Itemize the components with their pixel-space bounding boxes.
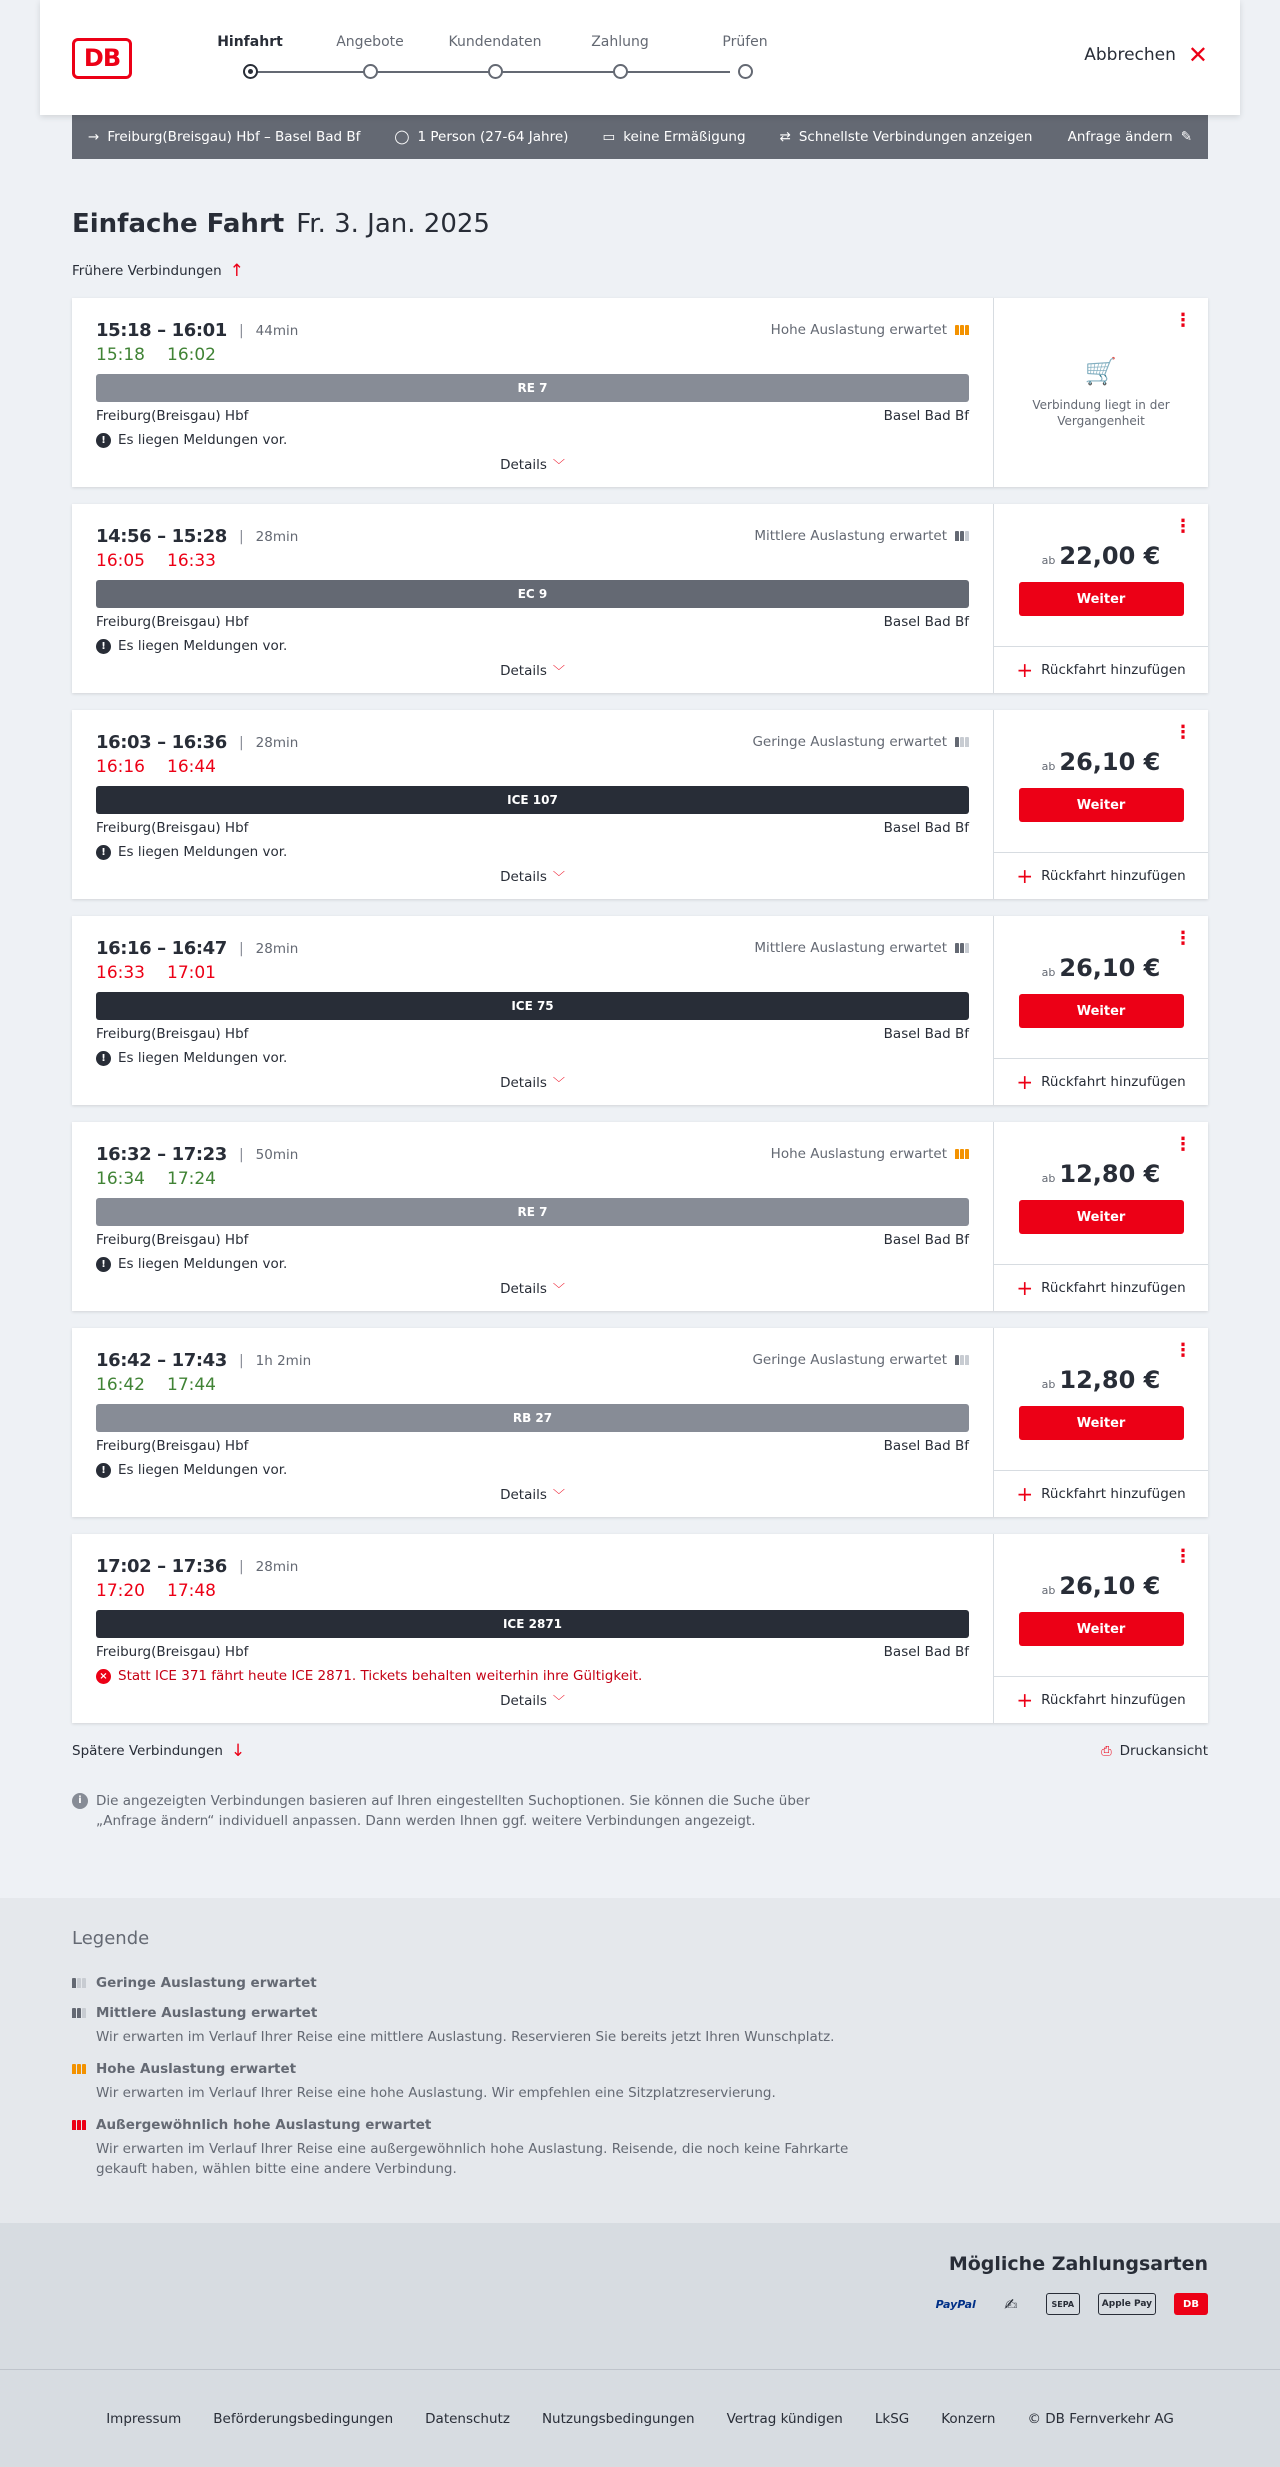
later-label: Spätere Verbindungen	[72, 1743, 223, 1759]
continue-button[interactable]: Weiter	[1019, 1406, 1184, 1440]
alert-icon: !	[96, 1051, 111, 1066]
add-return-trip-button[interactable]	[994, 1264, 1208, 1311]
legend-item-title: Geringe Auslastung erwartet	[96, 1975, 317, 1991]
footer-copyright: © DB Fernverkehr AG	[1027, 2410, 1174, 2427]
chevron-down-icon: ﹀	[552, 664, 565, 678]
return-trip-label: Rückfahrt hinzufügen	[1041, 1486, 1186, 1502]
footer-link-befoerderungsbedingungen[interactable]: Beförderungsbedingungen	[213, 2410, 394, 2427]
add-return-trip-button[interactable]	[994, 1676, 1208, 1723]
change-request-button[interactable]	[1068, 129, 1192, 145]
connection-card	[72, 504, 1208, 693]
separator: |	[238, 1146, 244, 1163]
details-toggle[interactable]	[72, 1692, 993, 1709]
occupancy-icon	[72, 2120, 86, 2130]
continue-button[interactable]: Weiter	[1019, 1612, 1184, 1646]
train-bar: EC 9	[96, 580, 969, 608]
separator: |	[238, 734, 244, 751]
footer-link-vertrag-kuendigen[interactable]: Vertrag kündigen	[726, 2410, 843, 2427]
price-value: 12,80 €	[1059, 1366, 1161, 1394]
destination-station: Basel Bad Bf	[883, 614, 969, 630]
return-trip-label: Rückfahrt hinzufügen	[1041, 1692, 1186, 1708]
planned-time-range: 16:42 – 17:43	[96, 1350, 227, 1371]
realtime-departure: 16:42	[96, 1375, 145, 1395]
info-note	[72, 1791, 832, 1831]
duration: 50min	[255, 1146, 299, 1163]
occupancy-icon	[72, 1978, 86, 1988]
chevron-down-icon: ﹀	[552, 1694, 565, 1708]
step-dot	[738, 64, 753, 79]
payment-methods	[72, 2293, 1208, 2315]
return-trip-label: Rückfahrt hinzufügen	[1041, 662, 1186, 678]
separator: |	[238, 1352, 244, 1369]
details-label: Details	[500, 1487, 547, 1503]
legend-heading	[72, 2117, 1208, 2133]
details-toggle[interactable]	[72, 662, 993, 679]
realtime-departure: 16:33	[96, 963, 145, 983]
stations	[96, 408, 969, 424]
add-return-trip-button[interactable]	[994, 852, 1208, 899]
occupancy	[771, 322, 969, 338]
price-value: 22,00 €	[1059, 542, 1161, 570]
alert-icon: !	[96, 639, 111, 654]
more-options-icon[interactable]: ⋮	[1174, 310, 1192, 331]
occupancy	[754, 940, 969, 956]
alert-icon: !	[96, 845, 111, 860]
print-label: Druckansicht	[1119, 1743, 1208, 1759]
step-hinfahrt[interactable]	[190, 34, 310, 50]
separator: |	[238, 528, 244, 545]
legend-heading	[72, 1975, 1208, 1991]
legend-item-description: Wir erwarten im Verlauf Ihrer Reise eine außergewöhnlich hohe Auslastung. Reisende, die noch keine Fahrkarte gekauft haben, wählen bitte eine andere Verbindung.	[96, 2141, 849, 2177]
details-label: Details	[500, 1281, 547, 1297]
destination-station: Basel Bad Bf	[883, 1438, 969, 1454]
notice	[96, 844, 969, 860]
step-dot	[488, 64, 503, 79]
more-options-icon[interactable]: ⋮	[1174, 1546, 1192, 1567]
plus-icon: +	[1016, 658, 1034, 682]
trip-date: Fr. 3. Jan. 2025	[296, 209, 490, 239]
connection-card	[72, 1328, 1208, 1517]
occupancy-icon	[72, 2064, 86, 2074]
realtime-arrival: 17:48	[167, 1581, 216, 1601]
stations	[96, 820, 969, 836]
realtime-times	[96, 1581, 969, 1601]
offer-panel	[994, 916, 1208, 1105]
planned-time-range: 16:03 – 16:36	[96, 732, 227, 753]
offer-panel	[994, 1328, 1208, 1517]
sepa-icon: SEPA	[1046, 2293, 1080, 2315]
connection-info	[72, 1122, 994, 1311]
plus-icon: +	[1016, 864, 1034, 888]
offer-panel	[994, 710, 1208, 899]
step-label: Zahlung	[591, 34, 649, 50]
fastest-text: Schnellste Verbindungen anzeigen	[798, 129, 1033, 145]
footer	[0, 2369, 1280, 2467]
stations	[96, 614, 969, 630]
discount-text: keine Ermäßigung	[623, 129, 746, 145]
realtime-times	[96, 1375, 969, 1395]
notice	[96, 1668, 969, 1684]
legend-title: Legende	[72, 1928, 150, 1949]
trip-type: Einfache Fahrt	[72, 209, 285, 239]
legend-item-title: Außergewöhnlich hohe Auslastung erwartet	[96, 2117, 432, 2133]
earlier-label: Frühere Verbindungen	[72, 263, 222, 279]
step-pruefen[interactable]	[685, 34, 805, 50]
plus-icon: +	[1016, 1688, 1034, 1712]
realtime-arrival: 17:24	[167, 1169, 216, 1189]
price-prefix: ab	[1041, 966, 1056, 979]
occupancy-text: Geringe Auslastung erwartet	[752, 1352, 947, 1368]
legend-item	[72, 1975, 1208, 1991]
continue-button[interactable]: Weiter	[1019, 788, 1184, 822]
details-label: Details	[500, 1075, 547, 1091]
duration: 28min	[255, 528, 299, 545]
legend-item-title: Hohe Auslastung erwartet	[96, 2061, 297, 2077]
price-value: 12,80 €	[1059, 1160, 1161, 1188]
swap-icon: ⇄	[779, 129, 791, 145]
legend-item-description: Wir erwarten im Verlauf Ihrer Reise eine mittlere Auslastung. Reservieren Sie bereits jetzt Ihren Wunschplatz.	[96, 2029, 835, 2045]
earlier-connections-link[interactable]	[72, 261, 1208, 281]
duration: 44min	[255, 322, 299, 339]
price	[1042, 748, 1161, 776]
paypal-icon: PayPal	[935, 2297, 976, 2311]
occupancy	[752, 734, 969, 750]
realtime-arrival: 16:33	[167, 551, 216, 571]
price-value: 26,10 €	[1059, 954, 1161, 982]
connection-info	[72, 1328, 994, 1517]
price	[1042, 1160, 1161, 1188]
occupancy	[752, 1352, 969, 1368]
arrow-right-icon: →	[88, 129, 100, 145]
page-title	[72, 209, 1208, 239]
destination-station: Basel Bad Bf	[883, 1644, 969, 1660]
person-icon: ◯	[394, 129, 410, 145]
more-options-icon[interactable]: ⋮	[1174, 928, 1192, 949]
legend-list	[72, 1975, 1208, 2179]
price	[1042, 1572, 1161, 1600]
train-bar: RE 7	[96, 374, 969, 402]
origin-station: Freiburg(Breisgau) Hbf	[96, 614, 249, 630]
step-label: Prüfen	[722, 34, 768, 50]
origin-station: Freiburg(Breisgau) Hbf	[96, 1026, 249, 1042]
close-icon: ✕	[1187, 41, 1208, 69]
step-label: Hinfahrt	[217, 34, 283, 50]
apple-pay-icon: Apple Pay	[1098, 2293, 1156, 2315]
price-value: 26,10 €	[1059, 748, 1161, 776]
route-text: Freiburg(Breisgau) Hbf – Basel Bad Bf	[107, 129, 361, 145]
duration: 28min	[255, 1558, 299, 1575]
step-label: Angebote	[336, 34, 404, 50]
origin-station: Freiburg(Breisgau) Hbf	[96, 1232, 249, 1248]
connection-card	[72, 1122, 1208, 1311]
chevron-down-icon: ﹀	[552, 1076, 565, 1090]
credit-card-icon: ✍	[1004, 2294, 1018, 2314]
more-options-icon[interactable]: ⋮	[1174, 516, 1192, 537]
info-text: Die angezeigten Verbindungen basieren auf Ihren eingestellten Suchoptionen. Sie können die Suche über „Anfrage ändern“ individuell anpassen. Dann werden Ihnen ggf. weitere Verbindungen angezeigt.	[96, 1793, 810, 1829]
details-label: Details	[500, 457, 547, 473]
connection-info	[72, 298, 994, 487]
cancel-button[interactable]	[1084, 41, 1208, 69]
train-bar: RE 7	[96, 1198, 969, 1226]
alert-icon: !	[96, 1463, 111, 1478]
notice-text: Es liegen Meldungen vor.	[118, 638, 288, 654]
details-toggle[interactable]	[72, 1486, 993, 1503]
continue-button[interactable]: Weiter	[1019, 994, 1184, 1028]
realtime-departure: 17:20	[96, 1581, 145, 1601]
occupancy-icon	[955, 737, 969, 747]
offer-panel	[994, 1122, 1208, 1311]
planned-time-range: 15:18 – 16:01	[96, 320, 227, 341]
train-bar: ICE 107	[96, 786, 969, 814]
connection-info	[72, 504, 994, 693]
progress-steps	[210, 34, 770, 84]
summary-fastest	[780, 129, 1033, 145]
realtime-departure: 16:34	[96, 1169, 145, 1189]
details-toggle[interactable]	[72, 456, 993, 473]
printer-icon: ⎙	[1101, 1743, 1112, 1759]
connection-info	[72, 916, 994, 1105]
notice-text: Es liegen Meldungen vor.	[118, 1256, 288, 1272]
offer-panel	[994, 1534, 1208, 1723]
occupancy-text: Hohe Auslastung erwartet	[770, 322, 947, 338]
arrow-down-icon: ↓	[230, 1741, 246, 1761]
realtime-departure: 16:16	[96, 757, 145, 777]
planned-time-range: 16:32 – 17:23	[96, 1144, 227, 1165]
cart-icon: 🛒	[1084, 356, 1118, 387]
price-prefix: ab	[1041, 1378, 1056, 1391]
header	[40, 0, 1240, 115]
train-bar: ICE 2871	[96, 1610, 969, 1638]
origin-station: Freiburg(Breisgau) Hbf	[96, 1438, 249, 1454]
later-connections-link[interactable]	[72, 1741, 245, 1761]
price-value: 26,10 €	[1059, 1572, 1161, 1600]
pencil-icon: ✎	[1180, 129, 1192, 145]
separator: |	[238, 1558, 244, 1575]
realtime-arrival: 17:01	[167, 963, 216, 983]
train-bar: ICE 75	[96, 992, 969, 1020]
separator: |	[238, 940, 244, 957]
realtime-departure: 16:05	[96, 551, 145, 571]
step-dot	[363, 64, 378, 79]
step-angebote[interactable]	[310, 34, 430, 50]
destination-station: Basel Bad Bf	[883, 820, 969, 836]
footer-link-lksg[interactable]: LkSG	[874, 2410, 910, 2427]
cancel-label: Abbrechen	[1084, 45, 1176, 65]
add-return-trip-button[interactable]	[994, 1470, 1208, 1517]
connection-card	[72, 1534, 1208, 1723]
footer-link-impressum[interactable]: Impressum	[106, 2410, 182, 2427]
main-content	[72, 209, 1208, 1831]
connection-info	[72, 710, 994, 899]
price-prefix: ab	[1041, 1584, 1056, 1597]
stations	[96, 1438, 969, 1454]
details-label: Details	[500, 663, 547, 679]
return-trip-label: Rückfahrt hinzufügen	[1041, 1074, 1186, 1090]
destination-station: Basel Bad Bf	[883, 1026, 969, 1042]
planned-times	[96, 1556, 969, 1577]
details-toggle[interactable]	[72, 1280, 993, 1297]
error-icon: ×	[96, 1669, 111, 1684]
duration: 1h 2min	[255, 1352, 312, 1369]
realtime-times	[96, 963, 969, 983]
connection-card	[72, 916, 1208, 1105]
occupancy-icon	[955, 325, 969, 335]
alert-icon: !	[96, 433, 111, 448]
footer-link-nutzungsbedingungen[interactable]: Nutzungsbedingungen	[541, 2410, 695, 2427]
planned-time-range: 17:02 – 17:36	[96, 1556, 227, 1577]
add-return-trip-button[interactable]	[994, 646, 1208, 693]
price	[1042, 542, 1161, 570]
offer-panel	[994, 504, 1208, 693]
occupancy-icon	[955, 531, 969, 541]
bottom-links	[72, 1741, 1208, 1761]
legend-heading	[72, 2061, 1208, 2077]
legend-heading	[72, 2005, 1208, 2021]
price-prefix: ab	[1041, 1172, 1056, 1185]
db-payment-icon: DB	[1174, 2293, 1208, 2315]
notice-text: Es liegen Meldungen vor.	[118, 1462, 288, 1478]
connection-card	[72, 298, 1208, 487]
origin-station: Freiburg(Breisgau) Hbf	[96, 408, 249, 424]
continue-button[interactable]: Weiter	[1019, 1200, 1184, 1234]
step-dot	[613, 64, 628, 79]
notice-text: Statt ICE 371 fährt heute ICE 2871. Tickets behalten weiterhin ihre Gültigkeit.	[118, 1668, 643, 1684]
more-options-icon[interactable]: ⋮	[1174, 1340, 1192, 1361]
occupancy-icon	[955, 1149, 969, 1159]
connection-card	[72, 710, 1208, 899]
realtime-arrival: 16:02	[167, 345, 216, 365]
notice-text: Es liegen Meldungen vor.	[118, 844, 288, 860]
info-icon: i	[72, 1793, 88, 1809]
details-toggle[interactable]	[72, 1074, 993, 1091]
occupancy-text: Mittlere Auslastung erwartet	[754, 940, 947, 956]
stations	[96, 1232, 969, 1248]
price	[1042, 1366, 1161, 1394]
realtime-departure: 15:18	[96, 345, 145, 365]
planned-time-range: 16:16 – 16:47	[96, 938, 227, 959]
realtime-times	[96, 757, 969, 777]
occupancy-text: Hohe Auslastung erwartet	[770, 1146, 947, 1162]
notice	[96, 1462, 969, 1478]
past-connection-text: Verbindung liegt in der Vergangenheit	[1032, 397, 1170, 428]
db-logo[interactable]: DB	[72, 38, 132, 79]
destination-station: Basel Bad Bf	[883, 1232, 969, 1248]
return-trip-label: Rückfahrt hinzufügen	[1041, 868, 1186, 884]
return-trip-label: Rückfahrt hinzufügen	[1041, 1280, 1186, 1296]
origin-station: Freiburg(Breisgau) Hbf	[96, 1644, 249, 1660]
occupancy-icon	[955, 943, 969, 953]
connection-list	[72, 298, 1208, 1723]
details-toggle[interactable]	[72, 868, 993, 885]
passengers-text: 1 Person (27-64 Jahre)	[417, 129, 569, 145]
occupancy-text: Mittlere Auslastung erwartet	[754, 528, 947, 544]
realtime-times	[96, 345, 969, 365]
price-prefix: ab	[1041, 760, 1056, 773]
realtime-times	[96, 551, 969, 571]
step-kundendaten[interactable]	[435, 34, 555, 50]
notice-text: Es liegen Meldungen vor.	[118, 1050, 288, 1066]
step-zahlung[interactable]	[560, 34, 680, 50]
occupancy-text: Geringe Auslastung erwartet	[752, 734, 947, 750]
more-options-icon[interactable]: ⋮	[1174, 1134, 1192, 1155]
payment-section	[0, 2223, 1280, 2369]
plus-icon: +	[1016, 1482, 1034, 1506]
legend-item	[72, 2005, 1208, 2047]
realtime-arrival: 17:44	[167, 1375, 216, 1395]
chevron-down-icon: ﹀	[552, 1488, 565, 1502]
legend-item-description: Wir erwarten im Verlauf Ihrer Reise eine hohe Auslastung. Wir empfehlen eine Sitzplatzreservierung.	[96, 2085, 776, 2101]
price	[1042, 954, 1161, 982]
summary-discount	[602, 129, 745, 145]
offer-panel	[994, 298, 1208, 487]
notice-text: Es liegen Meldungen vor.	[118, 432, 288, 448]
alert-icon: !	[96, 1257, 111, 1272]
price-prefix: ab	[1041, 554, 1056, 567]
origin-station: Freiburg(Breisgau) Hbf	[96, 820, 249, 836]
continue-button[interactable]: Weiter	[1019, 582, 1184, 616]
payment-title: Mögliche Zahlungsarten	[948, 2253, 1208, 2275]
chevron-down-icon: ﹀	[552, 870, 565, 884]
plus-icon: +	[1016, 1276, 1034, 1300]
realtime-times	[96, 1169, 969, 1189]
print-view-link[interactable]	[1101, 1741, 1208, 1761]
summary-passengers	[394, 129, 568, 145]
change-label: Anfrage ändern	[1067, 129, 1173, 145]
legend-item	[72, 2117, 1208, 2179]
occupancy-icon	[955, 1355, 969, 1365]
card-icon: ▭	[602, 129, 616, 145]
duration: 28min	[255, 940, 299, 957]
details-label: Details	[500, 1693, 547, 1709]
chevron-down-icon: ﹀	[552, 458, 565, 472]
occupancy-icon	[72, 2008, 86, 2018]
more-options-icon[interactable]: ⋮	[1174, 722, 1192, 743]
legend-item-title: Mittlere Auslastung erwartet	[96, 2005, 318, 2021]
notice	[96, 1256, 969, 1272]
step-label: Kundendaten	[448, 34, 542, 50]
duration: 28min	[255, 734, 299, 751]
details-label: Details	[500, 869, 547, 885]
add-return-trip-button[interactable]	[994, 1058, 1208, 1105]
realtime-arrival: 16:44	[167, 757, 216, 777]
chevron-down-icon: ﹀	[552, 1282, 565, 1296]
occupancy	[754, 528, 969, 544]
search-summary-bar	[72, 115, 1208, 159]
summary-route	[88, 129, 360, 145]
stations	[96, 1026, 969, 1042]
footer-link-konzern[interactable]: Konzern	[941, 2410, 996, 2427]
connection-info	[72, 1534, 994, 1723]
plus-icon: +	[1016, 1070, 1034, 1094]
notice	[96, 432, 969, 448]
legend-section	[0, 1898, 1280, 2223]
destination-station: Basel Bad Bf	[883, 408, 969, 424]
step-dot	[243, 64, 258, 79]
stations	[96, 1644, 969, 1660]
occupancy	[771, 1146, 969, 1162]
footer-link-datenschutz[interactable]: Datenschutz	[425, 2410, 510, 2427]
separator: |	[238, 322, 244, 339]
legend-item	[72, 2061, 1208, 2103]
notice	[96, 638, 969, 654]
planned-time-range: 14:56 – 15:28	[96, 526, 227, 547]
train-bar: RB 27	[96, 1404, 969, 1432]
notice	[96, 1050, 969, 1066]
arrow-up-icon: ↑	[229, 261, 244, 281]
